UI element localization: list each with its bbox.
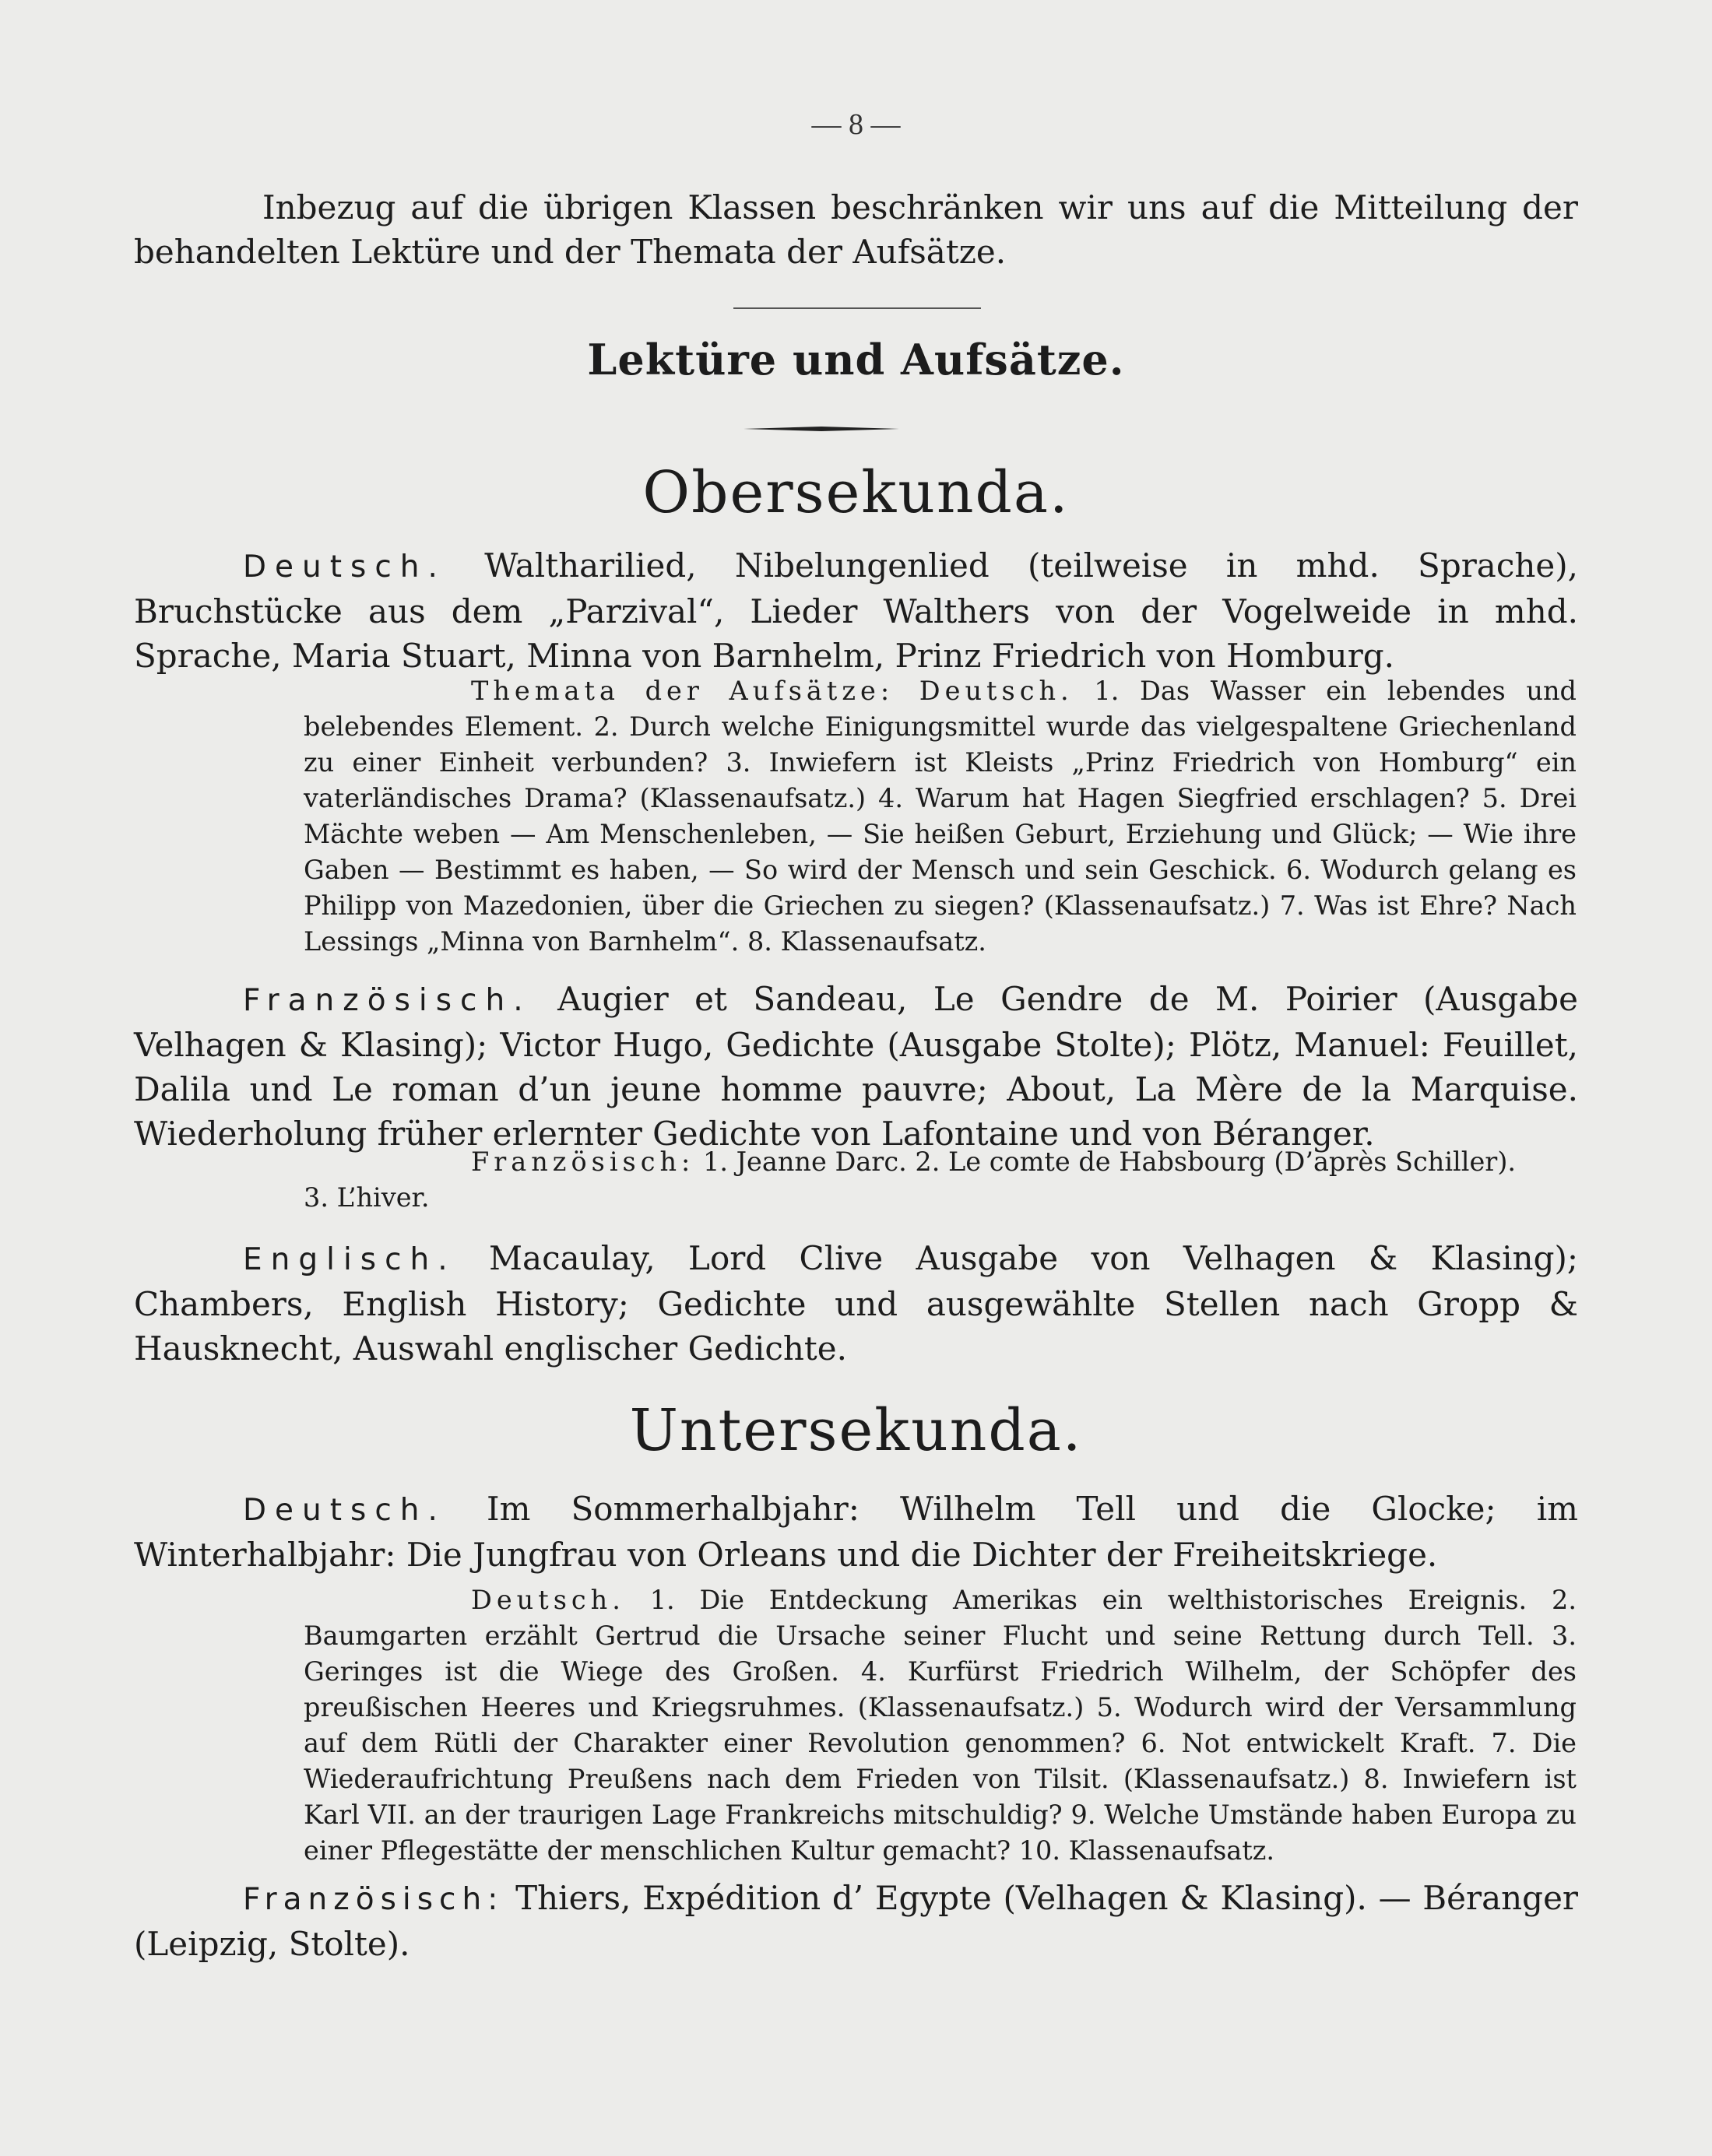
- untersekunda-deutsch-paragraph: [134, 1487, 1578, 1577]
- untersekunda-franzoesisch-paragraph: [134, 1876, 1578, 1966]
- ornament-rule: [744, 427, 899, 431]
- obersekunda-deutsch-paragraph: [134, 543, 1578, 678]
- reading-list: Waltharilied, Nibelungenlied (teilweise in mhd. Sprache), Bruchstücke aus dem „Parzival“, Lieder Walthers von der Vogelweide in mhd. Sprache, Maria Stuart, Minna von Barnhelm, Prinz Friedrich von Homburg.: [134, 546, 1578, 675]
- divider-line: [733, 307, 981, 309]
- subject-label: Französisch.: [243, 983, 532, 1018]
- essay-topics-continuation: 3. L’hiver.: [304, 1182, 430, 1213]
- section-heading: Lektüre und Aufsätze.: [587, 335, 1125, 384]
- obersekunda-franzoesisch-topics: [304, 1144, 1577, 1216]
- reading-list: Macaulay, Lord Clive Ausgabe von Velhagen & Klasing); Chambers, English History; Gedichte und ausgewählte Stellen nach Gropp & Hausknecht, Auswahl englischer Gedichte.: [134, 1239, 1578, 1368]
- essay-topics-text: 1. Jeanne Darc. 2. Le comte de Habsbourg (D’après Schiller).: [703, 1146, 1517, 1177]
- intro-paragraph: Inbezug auf die übrigen Klassen beschränken wir uns auf die Mitteilung der behandelten Lektüre und der Themata der Aufsätze.: [134, 188, 1578, 271]
- class-heading-untersekunda: Untersekunda.: [629, 1397, 1083, 1464]
- subject-label: Französisch:: [243, 1882, 504, 1917]
- obersekunda-franzoesisch-paragraph: [134, 977, 1578, 1156]
- subject-label: Deutsch.: [243, 550, 446, 585]
- obersekunda-essay-topics: [304, 673, 1577, 960]
- essay-topics-label: Französisch:: [471, 1146, 695, 1177]
- subject-label: Englisch.: [243, 1242, 456, 1277]
- essay-topics-label: Themata der Aufsätze: Deutsch.: [471, 676, 1074, 706]
- class-heading-obersekunda: Obersekunda.: [642, 459, 1070, 526]
- reading-list: Augier et Sandeau, Le Gendre de M. Poirier (Ausgabe Velhagen & Klasing); Victor Hugo, Gedichte (Ausgabe Stolte); Plötz, Manuel: Feuillet, Dalila und Le roman d’un jeune homme pauvre; About, La Mère de la Marquise. Wiederholung früher erlernter Gedichte von Lafontaine und von Béranger.: [134, 980, 1578, 1153]
- essay-topics-text: 1. Das Wasser ein lebendes und belebendes Element. 2. Durch welche Einigungsmittel wurde das vielgespaltene Griechenland zu einer Einheit verbunden? 3. Inwiefern ist Kleists „Prinz Friedrich von Homburg“ ein vaterländisches Drama? (Klassenaufsatz.) 4. Warum hat Hagen Siegfried erschlagen? 5. Drei Mächte weben — Am Menschenleben, — Sie heißen Geburt, Erziehung und Glück; — Wie ihre Gaben — Bestimmt es haben, — So wird der Mensch und sein Geschick. 6. Wodurch gelang es Philipp von Mazedonien, über die Griechen zu siegen? (Klassenaufsatz.) 7. Was ist Ehre? Nach Lessings „Minna von Barnhelm“. 8. Klassenaufsatz.: [304, 676, 1577, 957]
- essay-topics-text: 1. Die Entdeckung Amerikas ein welthistorisches Ereignis. 2. Baumgarten erzählt Gertrud die Ursache seiner Flucht und seine Rettung durch Tell. 3. Geringes ist die Wiege des Großen. 4. Kurfürst Friedrich Wilhelm, der Schöpfer des preußischen Heeres und Kriegsruhmes. (Klassenaufsatz.) 5. Wodurch wird der Versammlung auf dem Rütli der Charakter einer Revolution genommen? 6. Not entwickelt Kraft. 7. Die Wiederaufrichtung Preußens nach dem Frieden von Tilsit. (Klassenaufsatz.) 8. Inwiefern ist Karl VII. an der traurigen Lage Frankreichs mitschuldig? 9. Welche Umstände haben Europa zu einer Pflegestätte der menschlichen Kultur gemacht? 10. Klassenaufsatz.: [304, 1585, 1577, 1866]
- untersekunda-essay-topics: [304, 1582, 1577, 1869]
- reading-list: Thiers, Expédition d’ Egypte (Velhagen & Klasing). — Béranger (Leipzig, Stolte).: [134, 1879, 1578, 1963]
- obersekunda-englisch-paragraph: [134, 1236, 1578, 1371]
- page-number: — 8 —: [811, 108, 901, 141]
- subject-label: Deutsch.: [243, 1493, 446, 1528]
- reading-list: Im Sommerhalbjahr: Wilhelm Tell und die Glocke; im Winterhalbjahr: Die Jungfrau von Orleans und die Dichter der Freiheitskriege.: [134, 1490, 1578, 1574]
- essay-topics-label: Deutsch.: [471, 1585, 625, 1615]
